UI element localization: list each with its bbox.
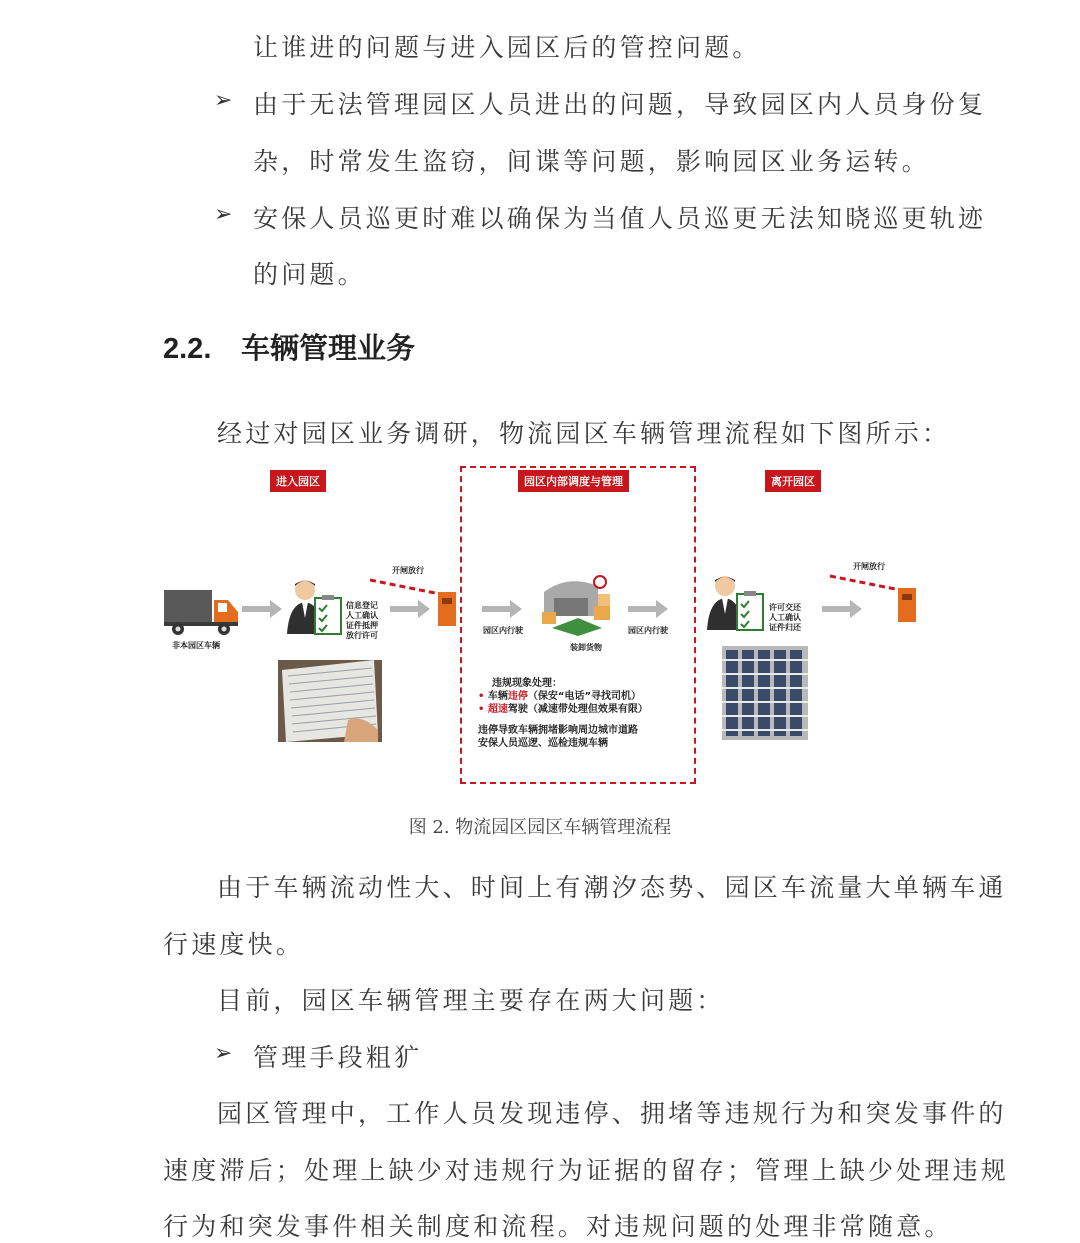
bullet-text: 安保人员巡更时难以确保为当值人员巡更无法知晓巡更轨迹 <box>253 204 987 233</box>
barrier-gate-icon <box>368 572 460 628</box>
tag-leave: 离开园区 <box>765 470 821 492</box>
paragraph-line: 目前，园区车辆管理主要存在两大问题： <box>217 986 725 1015</box>
tag-inside: 园区内部调度与管理 <box>518 470 629 492</box>
arrow-icon <box>242 600 282 618</box>
bullet-text-cont: 的问题。 <box>253 260 366 289</box>
intro-text: 经过对园区业务调研，物流园区车辆管理流程如下图所示： <box>217 419 951 448</box>
section-title: 车辆管理业务 <box>241 333 416 365</box>
enter-steps: 信息登记 人工确认 证件抵押 放行许可 <box>346 601 378 640</box>
paragraph-line: 行速度快。 <box>163 930 305 959</box>
figure-caption: 图 2. 物流园区园区车辆管理流程 <box>408 817 672 838</box>
bullet-arrow-icon: ➢ <box>214 1041 233 1066</box>
paragraph-line: 行为和突发事件相关制度和流程。对违规问题的处理非常随意。 <box>163 1212 953 1241</box>
text-line: 让谁进的问题与进入园区后的管控问题。 <box>253 33 761 62</box>
loading-label: 装卸货物 <box>570 643 602 652</box>
bullet-text-cont: 杂，时常发生盗窃，间谍等问题，影响园区业务运转。 <box>253 147 930 176</box>
barrier-gate-icon <box>828 568 920 624</box>
arrow-icon <box>628 600 668 618</box>
arrow-icon <box>482 600 522 618</box>
paragraph-line: 速度滞后；处理上缺少对违规行为证据的留存；管理上缺少处理违规 <box>163 1156 1010 1185</box>
gate-label-2: 开闸放行 <box>853 562 885 571</box>
truck-label: 非本园区车辆 <box>172 641 220 650</box>
section-number: 2.2. <box>163 333 212 365</box>
bullet-text: 管理手段粗犷 <box>253 1043 423 1072</box>
paragraph-line: 由于车辆流动性大、时间上有潮汐态势、园区车流量大单辆车通 <box>217 873 1007 902</box>
gate-label-1: 开闸放行 <box>392 566 424 575</box>
bullet-arrow-icon: ➢ <box>214 88 233 113</box>
truck-icon <box>162 586 242 638</box>
registration-photo <box>278 660 382 742</box>
card-rack-photo <box>722 646 808 740</box>
drive-in-label: 园区内行驶 <box>483 626 523 635</box>
paragraph-line: 园区管理中，工作人员发现违停、拥堵等违规行为和突发事件的 <box>217 1099 1007 1128</box>
section-heading <box>163 326 415 367</box>
violation-rules: 违规现象处理： • 车辆违停（保安“电话”寻找司机） • 超速驾驶（减速带处理但效果有限） 违停导致车辆拥堵影响周边城市道路 安保人员巡逻、巡检违规车辆 <box>478 678 648 749</box>
officer-icon <box>285 578 345 636</box>
bullet-text: 由于无法管理园区人员进出的问题，导致园区内人员身份复 <box>253 90 987 119</box>
officer-icon <box>705 574 767 632</box>
bullet-arrow-icon: ➢ <box>214 202 233 227</box>
leave-steps: 许可交还 人工确认 证件归还 <box>769 603 801 632</box>
drive-in-label-2: 园区内行驶 <box>628 626 668 635</box>
loading-warehouse-icon <box>538 572 618 638</box>
tag-enter: 进入园区 <box>270 470 326 492</box>
